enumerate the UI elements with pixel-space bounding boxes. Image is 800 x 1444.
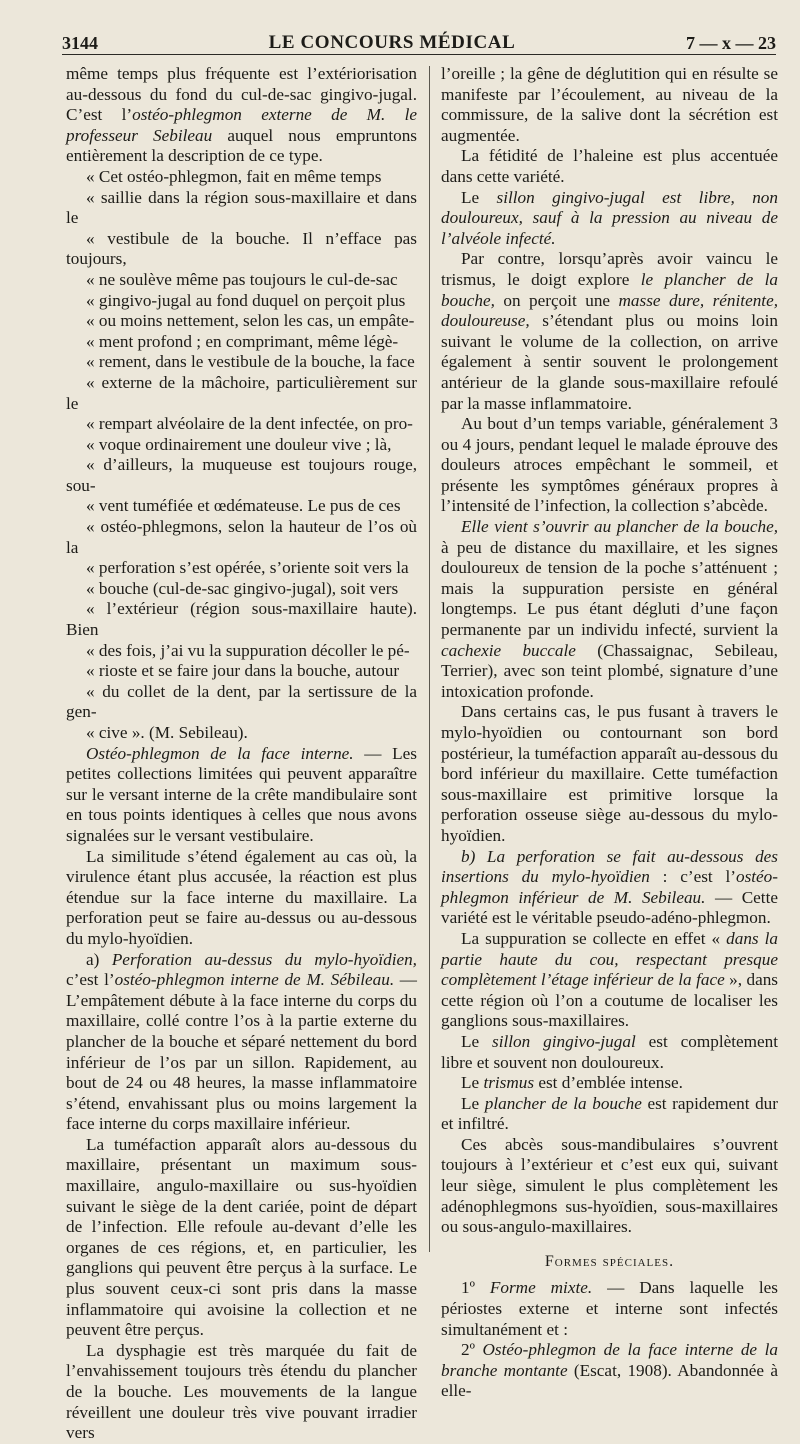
paragraph: Ostéo-phlegmon de la face interne. — Les petites collections limitées qui peuvent apparaître sur le versant interne de la crête mandibulaire sont en tous points identiques à celles que nous avons signalées sur le versant vestibulaire.: [66, 743, 417, 845]
paragraph: Elle vient s’ouvrir au plancher de la bouche, à peu de distance du maxillaire, et les signes douloureux de tension de la poche s’atténuent ; mais la suppuration persiste en général longtemps. Le pus étant dégluti d’une façon permanente par un individu infecté, survient la cachexie buccale (Chassaignac, Sebileau, Terrier), avec son teint plombé, signature d’une intoxication profonde.: [441, 517, 778, 701]
paragraph: Ces abcès sous-mandibulaires s’ouvrent toujours à l’extérieur et c’est eux qui, suivant leur siège, simulent le plus complètement les adénophlegmons sus-hyoïdien, sous-maxillaires ou sous-angulo-maxillaires.: [441, 1134, 778, 1237]
page-header: [62, 24, 776, 55]
paragraph: La tuméfaction apparaît alors au-dessous du maxillaire, présentant un maximum sous-maxillaire, angulo-maxillaire ou sus-hyoïdien suivant le siège de la dent cariée, point de départ de l’infection. Elle refoule au-devant d’elle les organes de ces régions, et, en particulier, les ganglions qui peuvent être perçus à la surface. Le plus souvent ceux-ci sont pris dans la masse inflammatoire qui avoisine la collection et ne peuvent être perçus.: [66, 1134, 417, 1340]
paragraph: même temps plus fréquente est l’extériorisation au-dessous du fond du cul-de-sac gingivo-jugal. C’est l’ostéo-phlegmon externe de M. le professeur Sebileau auquel nous empruntons entièrement la description de ce type.: [66, 64, 417, 166]
left-column: [66, 64, 417, 1444]
journal-title: LE CONCOURS MÉDICAL: [268, 32, 516, 53]
column-divider: [429, 66, 430, 1252]
paragraph: La similitude s’étend également au cas où, la virulence étant plus accusée, la réaction est plus étendue sur la face interne du maxillaire. La perforation peut se faire au-dessus ou au-dessous du mylo-hyoïdien.: [66, 846, 417, 948]
paragraph: Dans certains cas, le pus fusant à travers le mylo-hyoïdien ou contournant son bord postérieur, la tuméfaction apparaît au-dessous du bord inférieur du maxillaire. Cette tuméfaction sous-maxillaire est primitive lorsque la perforation osseuse siège au-dessous du mylo-hyoïdien.: [441, 702, 778, 845]
paragraph: Au bout d’un temps variable, généralement 3 ou 4 jours, pendant lequel le malade éprouve des douleurs atroces empêchant le sommeil, et présente les symptômes généraux propres à l’intensité de l’infection, la collection s’abcède.: [441, 414, 778, 516]
section-heading: Formes spéciales.: [544, 1252, 675, 1270]
paragraph: Le sillon gingivo-jugal est libre, non douloureux, sauf à la pression au niveau de l’alvéole infecté.: [441, 187, 778, 248]
paragraph: 1º Forme mixte. — Dans laquelle les périostes externe et interne sont infectés simultanément et :: [441, 1278, 778, 1339]
paragraph: Le sillon gingivo-jugal est complètement libre et souvent non douloureux.: [441, 1031, 778, 1072]
paragraph: a) Perforation au-dessus du mylo-hyoïdien, c’est l’ostéo-phlegmon interne de M. Sébileau. — L’empâtement débute à la face interne du corps du maxillaire, collé contre l’os à la partie externe du plancher de la bouche et séparé nettement du bord inférieur de l’os par un sillon. Rapidement, au bout de 24 ou 48 heures, la masse inflammatoire s’étend, envahissant plus ou moins largement la face interne du corps maxillaire inférieur.: [66, 949, 417, 1134]
right-column: [441, 64, 778, 1402]
paragraph: l’oreille ; la gêne de déglutition qui en résulte se manifeste par l’écoulement, au niveau de la commissure, de la salive dont la sécrétion est augmentée.: [441, 64, 778, 145]
paragraph: Le plancher de la bouche est rapidement dur et infiltré.: [441, 1093, 778, 1134]
paragraph: La dysphagie est très marquée du fait de l’envahissement toujours très étendu du plancher de la bouche. Les mouvements de la langue réveillent une douleur très vive pouvant irradier vers: [66, 1340, 417, 1443]
paragraph: La fétidité de l’haleine est plus accentuée dans cette variété.: [441, 146, 778, 186]
page-number: 3144: [62, 33, 98, 53]
quotation: « Cet ostéo-phlegmon, fait en même temps « saillie dans la région sous-maxillaire et dans le « vestibule de la bouche. Il n’efface pas toujours, « ne soulève même pas toujours le cul-de-sac « gingivo-jugal au fond duquel on perçoit plus « ou moins nettement, selon les cas, un empâte- « ment profond ; en comprimant, même légè- « rement, dans le vestibule de la bouche, la face « externe de la mâchoire, particulièrement sur le « rempart alvéolaire de la dent infectée, on pro- « voque ordinairement une douleur vive ; là, « d’ailleurs, la muqueuse est toujours rouge, sou- « vent tuméfiée et œdémateuse. Le pus de ces « ostéo-phlegmons, selon la hauteur de l’os où la « perforation s’est opérée, s’oriente soit vers la « bouche (cul-de-sac gingivo-jugal), soit vers « l’extérieur (région sous-maxillaire haute). Bien « des fois, j’ai vu la suppuration décoller le pé- « rioste et se faire jour dans la bouche, autour « du collet de la dent, par la sertissure de la gen- « cive ». (M. Sebileau).: [66, 167, 417, 744]
paragraph: 2º Ostéo-phlegmon de la face interne de la branche montante (Escat, 1908). Abandonnée à elle-: [441, 1340, 778, 1401]
paragraph: Le trismus est d’emblée intense.: [461, 1073, 683, 1093]
paragraph: b) La perforation se fait au-dessous des insertions du mylo-hyoïdien : c’est l’ostéo-phlegmon inférieur de M. Sebileau. — Cette variété est le véritable pseudo-adéno-phlegmon.: [441, 846, 778, 928]
paragraph: La suppuration se collecte en effet « dans la partie haute du cou, respectant presque complètement l’étage inférieur de la face », dans cette région où l’on a coutume de localiser les ganglions sous-maxillaires.: [441, 928, 778, 1031]
issue-date: 7 — x — 23: [686, 33, 776, 53]
paragraph: Par contre, lorsqu’après avoir vaincu le trismus, le doigt explore le plancher de la bouche, on perçoit une masse dure, rénitente, douloureuse, s’étendant plus ou moins loin suivant le volume de la collection, on arrive également à sentir souvent le prolongement antérieur de la glande sous-maxillaire refoulé par la masse inflammatoire.: [441, 249, 779, 413]
